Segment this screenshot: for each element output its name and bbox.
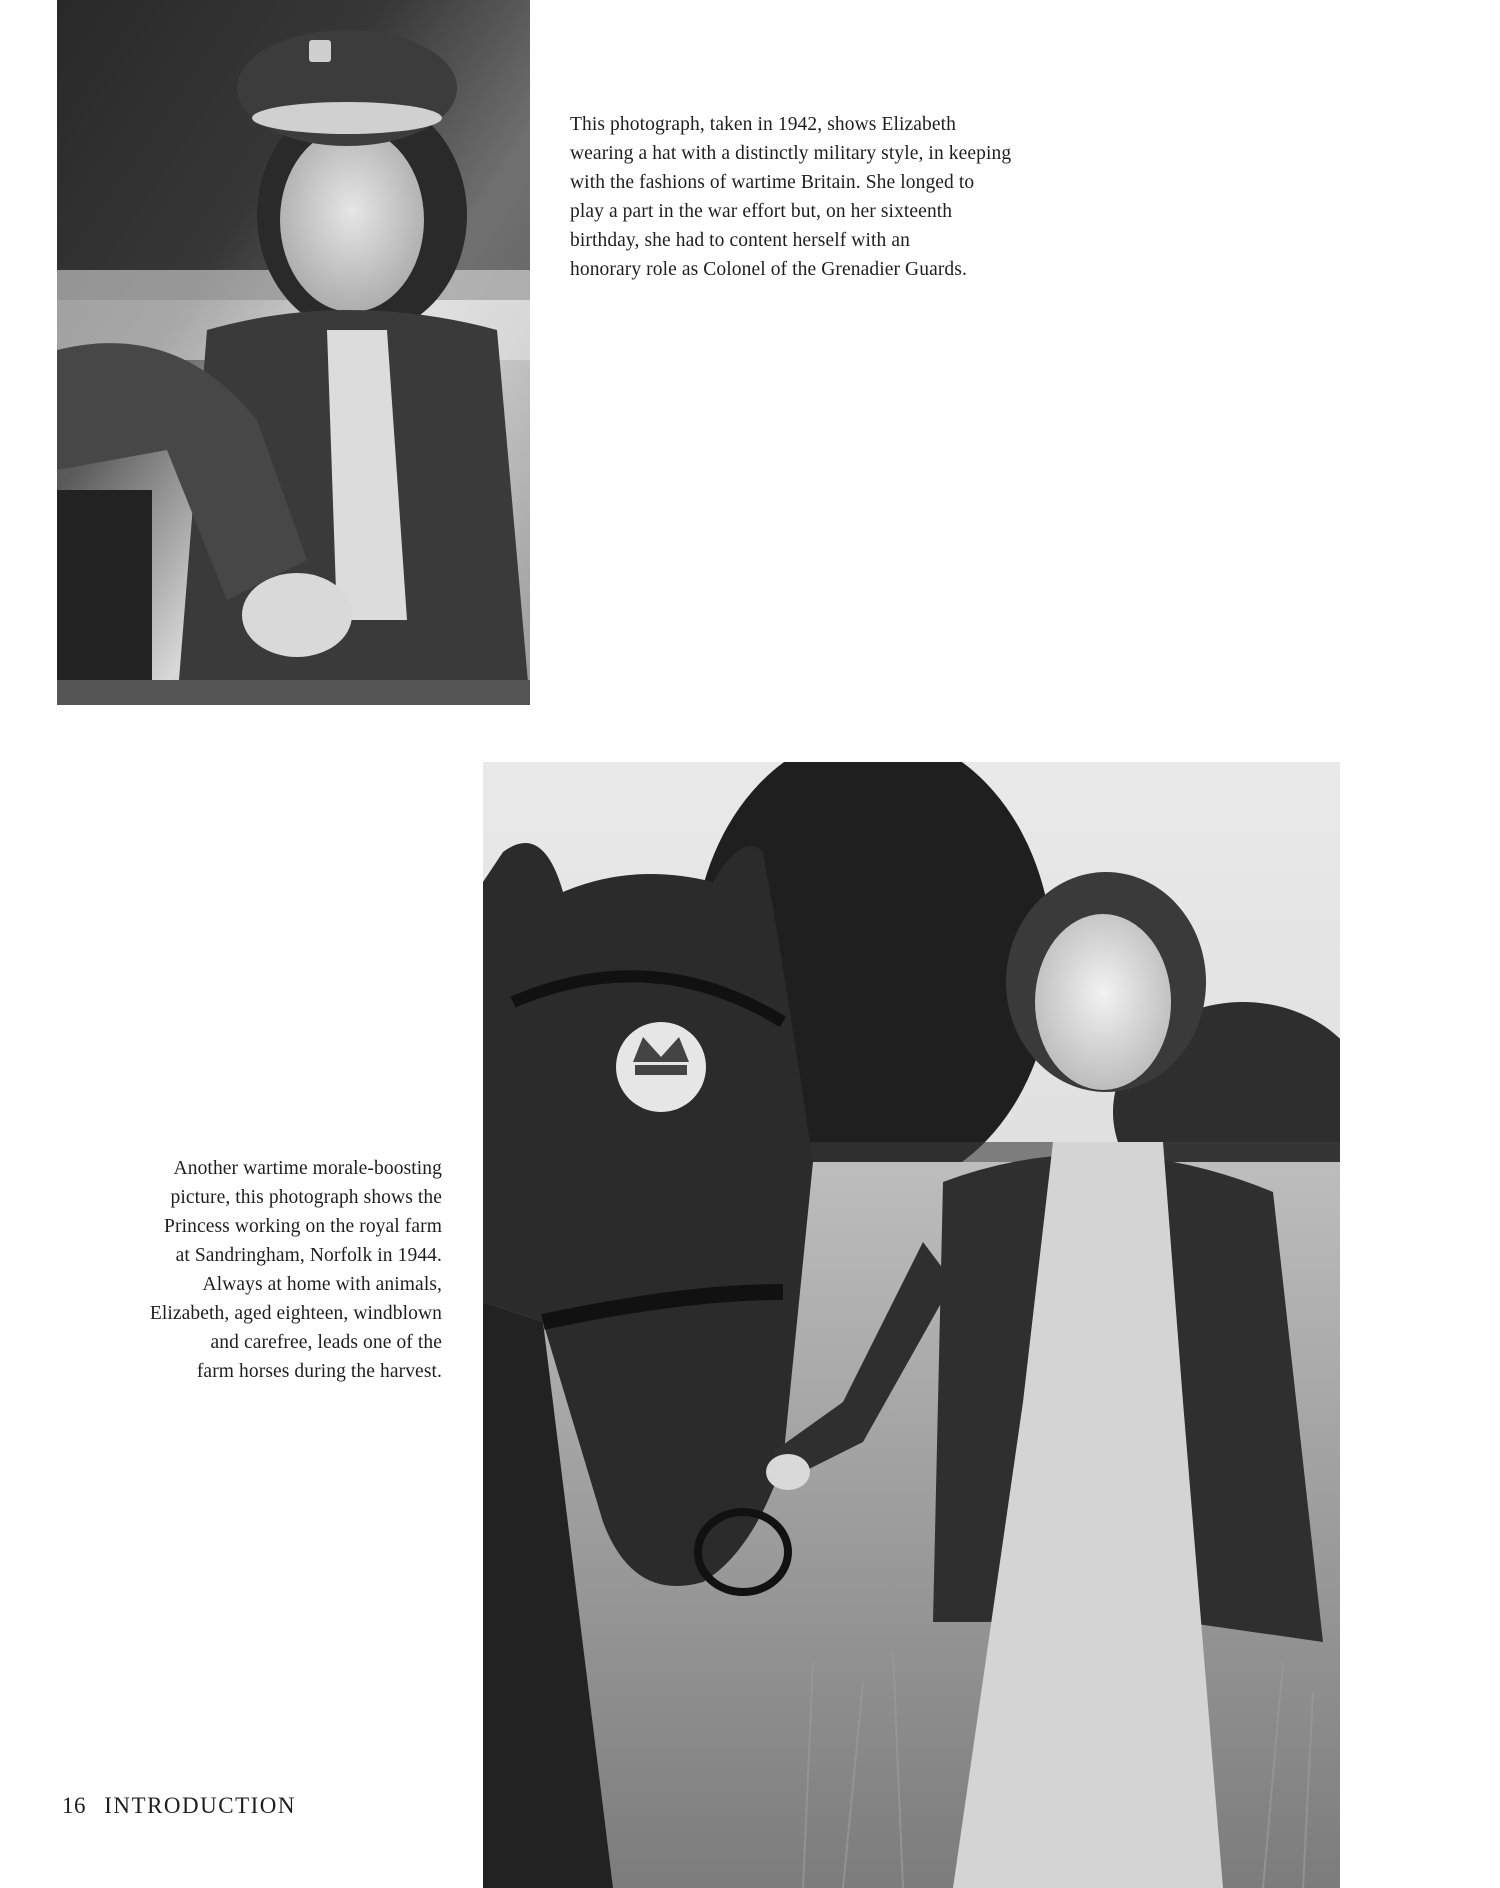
caption-top [570,110,1110,284]
section-title: INTRODUCTION [104,1793,297,1818]
caption-bottom-line: and carefree, leads one of the [210,1332,442,1353]
page-folio [62,1793,296,1819]
caption-bottom-line: Always at home with animals, [202,1274,442,1295]
photo-elizabeth-horse-1944 [483,762,1340,1888]
caption-top-line: honorary role as Colonel of the Grenadier Guards. [570,259,967,280]
caption-top-line: wearing a hat with a distinctly military style, in keeping [570,143,1012,164]
caption-top-line: This photograph, taken in 1942, shows Elizabeth [570,114,956,135]
photo-1944-image [483,762,1340,1888]
page-number: 16 [62,1793,86,1818]
photo-1942-image [57,0,530,705]
photo-elizabeth-1942 [57,0,530,705]
caption-top-line: with the fashions of wartime Britain. She longed to [570,172,975,193]
caption-bottom-line: picture, this photograph shows the [170,1187,442,1208]
caption-top-line: birthday, she had to content herself with an [570,230,910,251]
caption-bottom-line: Princess working on the royal farm [164,1216,442,1237]
caption-bottom-line: Elizabeth, aged eighteen, windblown [149,1303,442,1324]
caption-bottom-line: at Sandringham, Norfolk in 1944. [175,1245,442,1266]
caption-bottom-line: Another wartime morale-boosting [173,1158,442,1179]
caption-bottom [60,1154,442,1386]
caption-top-line: play a part in the war effort but, on her sixteenth [570,201,953,222]
caption-bottom-line: farm horses during the harvest. [196,1361,442,1382]
